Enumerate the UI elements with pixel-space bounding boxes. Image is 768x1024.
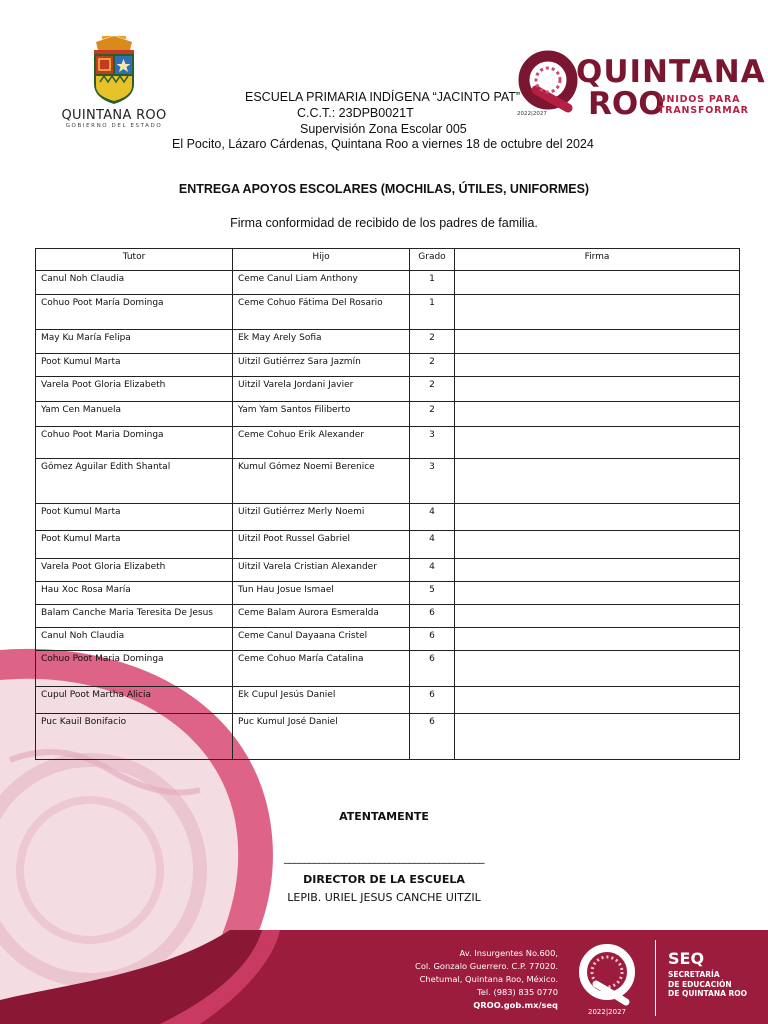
hijo-cell: Ceme Balam Aurora Esmeralda [233,605,410,628]
grado-cell: 4 [410,531,455,559]
header-hijo: Hijo [233,249,410,271]
hijo-cell: Kumul Gómez Noemi Berenice [233,459,410,504]
tutor-cell: Gómez Aguilar Edith Shantal [36,459,233,504]
header-firma: Firma [455,249,740,271]
footer-address [415,947,558,1012]
seq-logo [668,950,747,999]
table-row [36,714,740,760]
footer-logo-years: 2022|2027 [588,1008,626,1016]
grado-cell: 6 [410,605,455,628]
address-line: Tel. (983) 835 0770 [477,987,558,997]
table-row [36,427,740,459]
tutor-cell: Yam Cen Manuela [36,402,233,427]
state-government-subtitle: GOBIERNO DEL ESTADO [65,123,163,129]
firma-cell[interactable] [455,628,740,651]
hijo-cell: Uitzil Poot Russel Gabriel [233,531,410,559]
hijo-cell: Uitzil Varela Jordani Javier [233,377,410,402]
footer-website-link[interactable]: QROO.gob.mx/seq [473,1000,558,1010]
table-row [36,402,740,427]
tutor-cell: Poot Kumul Marta [36,504,233,531]
seq-line: DE QUINTANA ROO [668,989,748,998]
tutor-cell: Hau Xoc Rosa María [36,582,233,605]
table-row [36,687,740,714]
director-role: DIRECTOR DE LA ESCUELA [303,873,465,886]
tutor-cell: Varela Poot Gloria Elizabeth [36,559,233,582]
grado-cell: 6 [410,628,455,651]
table-row [36,651,740,687]
seq-full-name [668,970,747,999]
signature-line: ________________________________________ [284,851,484,864]
tutor-cell: Cohuo Poot María Dominga [36,295,233,330]
seq-abbreviation: SEQ [668,949,705,968]
table-row [36,605,740,628]
hijo-cell: Tun Hau Josue Ismael [233,582,410,605]
grado-cell: 3 [410,459,455,504]
hijo-cell: Yam Yam Santos Filiberto [233,402,410,427]
brand-name-2: ROO [588,86,665,122]
closing-text: ATENTAMENTE [339,810,429,823]
brand-years: 2022|2027 [517,111,547,117]
grado-cell: 2 [410,402,455,427]
grado-cell: 1 [410,295,455,330]
tutor-cell: Puc Kauil Bonifacio [36,714,233,760]
header-tutor: Tutor [36,249,233,271]
grado-cell: 1 [410,271,455,295]
grado-cell: 6 [410,687,455,714]
address-line: Col. Gonzalo Guerrero. C.P. 77020. [415,961,558,971]
grado-cell: 6 [410,714,455,760]
table-row [36,531,740,559]
table-row [36,330,740,354]
footer-q-logo-icon [572,938,642,1018]
table-row [36,459,740,504]
place-and-date: El Pocito, Lázaro Cárdenas, Quintana Roo a viernes 18 de octubre del 2024 [172,137,594,151]
tutor-cell: Varela Poot Gloria Elizabeth [36,377,233,402]
footer-divider [655,940,656,1016]
brand-name: QUINTANA [576,54,766,90]
tutor-cell: Cohuo Poot Maria Dominga [36,427,233,459]
tutor-cell: Cohuo Poot Maria Dominga [36,651,233,687]
table-row [36,271,740,295]
grado-cell: 3 [410,427,455,459]
header-grado: Grado [410,249,455,271]
hijo-cell: Ceme Cohuo Erik Alexander [233,427,410,459]
firma-cell[interactable] [455,271,740,295]
firma-cell[interactable] [455,582,740,605]
firma-cell[interactable] [455,531,740,559]
table-row [36,559,740,582]
tutor-cell: Poot Kumul Marta [36,354,233,377]
hijo-cell: Ceme Canul Dayaana Cristel [233,628,410,651]
state-government-logo [54,36,174,136]
document-title: ENTREGA APOYOS ESCOLARES (MOCHILAS, ÚTILES, UNIFORMES) [178,182,590,196]
address-line: Av. Insurgentes No.600, [459,948,558,958]
state-name-text: QUINTANA ROO [61,108,167,123]
seq-line: DE EDUCACIÓN [668,979,732,989]
grado-cell: 4 [410,504,455,531]
grado-cell: 6 [410,651,455,687]
seq-line: SECRETARÍA [668,970,720,979]
firma-cell[interactable] [455,605,740,628]
firma-cell[interactable] [455,559,740,582]
hijo-cell: Ceme Canul Liam Anthony [233,271,410,295]
hijo-cell: Puc Kumul José Daniel [233,714,410,760]
grado-cell: 2 [410,354,455,377]
tutor-cell: Cupul Poot Martha Alicia [36,687,233,714]
slogan-line-2: TRANSFORMAR [658,105,749,116]
firma-cell[interactable] [455,651,740,687]
firma-cell[interactable] [455,687,740,714]
hijo-cell: Ek Cupul Jesús Daniel [233,687,410,714]
director-name: LEPIB. URIEL JESUS CANCHE UITZIL [287,891,481,904]
hijo-cell: Ceme Cohuo Fátima Del Rosario [233,295,410,330]
table-row [36,377,740,402]
state-crest-icon [84,36,144,106]
firma-cell[interactable] [455,402,740,427]
hijo-cell: Uitzil Gutiérrez Sara Jazmín [233,354,410,377]
firma-cell[interactable] [455,504,740,531]
table-row [36,295,740,330]
slogan-line-1: UNIDOS PARA [658,94,741,105]
delivery-signature-table [35,248,740,760]
hijo-cell: Ceme Cohuo María Catalina [233,651,410,687]
firma-cell[interactable] [455,427,740,459]
tutor-cell: Balam Canche Maria Teresita De Jesus [36,605,233,628]
firma-cell[interactable] [455,459,740,504]
firma-cell[interactable] [455,354,740,377]
table-row [36,628,740,651]
hijo-cell: Ek May Arely Sofia [233,330,410,354]
table-row [36,582,740,605]
school-supervision: Supervisión Zona Escolar 005 [300,122,467,136]
quintana-roo-brand-logo [512,48,766,128]
document-subtitle: Firma conformidad de recibido de los padres de familia. [230,216,538,230]
table-header-row [36,249,740,271]
tutor-cell: Canul Noh Claudia [36,271,233,295]
table-row [36,354,740,377]
firma-cell[interactable] [455,714,740,760]
tutor-cell: May Ku María Felipa [36,330,233,354]
school-name: ESCUELA PRIMARIA INDÍGENA “JACINTO PAT” [245,90,521,104]
grado-cell: 2 [410,330,455,354]
hijo-cell: Uitzil Varela Cristian Alexander [233,559,410,582]
firma-cell[interactable] [455,295,740,330]
hijo-cell: Uitzil Gutiérrez Merly Noemi [233,504,410,531]
grado-cell: 4 [410,559,455,582]
tutor-cell: Poot Kumul Marta [36,531,233,559]
grado-cell: 2 [410,377,455,402]
table-row [36,504,740,531]
school-cct: C.C.T.: 23DPB0021T [297,106,414,120]
firma-cell[interactable] [455,330,740,354]
grado-cell: 5 [410,582,455,605]
brand-slogan [658,94,749,116]
address-line: Chetumal, Quintana Roo, México. [419,974,558,984]
tutor-cell: Canul Noh Claudia [36,628,233,651]
firma-cell[interactable] [455,377,740,402]
